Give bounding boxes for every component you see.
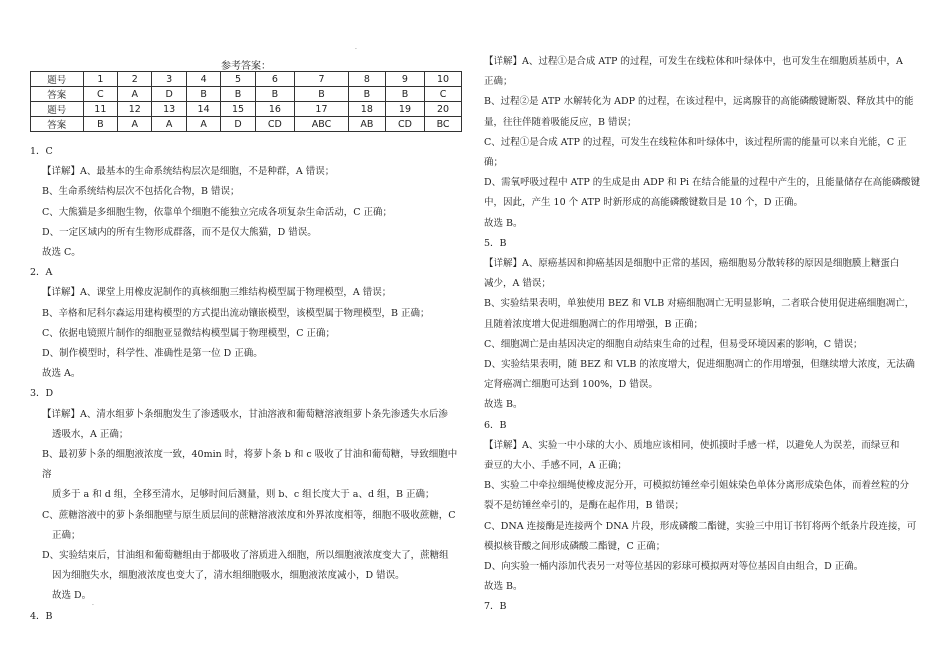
answer-cell: C xyxy=(425,87,462,102)
question-number: 3 xyxy=(152,72,186,87)
question-3-number: 3．D xyxy=(30,388,54,400)
answer-cell: B xyxy=(255,87,294,102)
q4-explanation-c: C、过程①是合成 ATP 的过程，可发生在线粒体和叶绿体中，该过程所需的能量可以来自光能，C 正确； xyxy=(484,136,907,169)
question-number: 18 xyxy=(348,102,385,117)
q4-explanation-b: B、过程②是 ATP 水解转化为 ADP 的过程，在该过程中，远离腺苷的高能磷酸键断裂、释放其中的能 xyxy=(484,96,914,108)
q1-explanation-a: 【详解】A、最基本的生命系统结构层次是细胞，不是种群，A 错误； xyxy=(42,166,335,178)
question-1-number: 1．C xyxy=(30,146,53,157)
answer-cell: BC xyxy=(425,117,462,132)
q4-explanation-a: 【详解】A、过程①是合成 ATP 的过程，可发生在线粒体和叶绿体中，也可发生在细胞质基质中，A xyxy=(484,56,903,67)
question-7-number: 7．B xyxy=(484,601,507,613)
q2-explanation-a: 【详解】A、课堂上用橡皮泥制作的真核细胞三维结构模型属于物理模型，A 错误； xyxy=(42,287,392,299)
q6-explanation-b: B、实验二中牵拉细绳使橡皮泥分开，可模拟纺锤丝牵引姐妹染色单体分离形成染色体，而着丝粒的分 xyxy=(484,480,909,492)
answer-cell: CD xyxy=(385,117,424,132)
q6-explanation-b-cont: 裂不是纺锤丝牵引的，是酶在起作用，B 错误； xyxy=(484,500,685,512)
row-label: 题号 xyxy=(31,102,84,117)
q5-explanation-a: 【详解】A、原癌基因和抑癌基因是细胞中正常的基因，癌细胞易分散转移的原因是细胞膜上糖蛋白 xyxy=(484,258,900,270)
decorative-dot: . xyxy=(92,600,94,607)
q5-explanation-d: D、实验结果表明，随 BEZ 和 VLB 的浓度增大，促进细胞凋亡的作用增强，但继续增大浓度，无法确 xyxy=(484,359,915,371)
answer-cell: ABC xyxy=(295,117,349,132)
q3-explanation-c: C、蔗糖溶液中的萝卜条细胞壁与原生质层间的蔗糖溶液浓度和外界浓度相等，细胞不吸收蔗糖，C xyxy=(42,509,456,521)
q5-explanation-a-cont: 减少，A 错误； xyxy=(484,278,551,290)
question-number: 15 xyxy=(221,102,255,117)
q5-conclusion: 故选 B。 xyxy=(484,399,523,411)
q4-explanation-b-cont: 量，往往伴随着吸能反应，B 错误； xyxy=(484,116,637,128)
question-number: 1 xyxy=(83,72,117,87)
q1-explanation-b: B、生命系统结构层次不包括化合物，B 错误； xyxy=(42,186,240,198)
q3-explanation-b: B、最初萝卜条的细胞液浓度一致，40min 时，将萝卜条 b 和 c 吸收了甘油和葡萄糖，导致细胞中溶 xyxy=(42,449,458,481)
question-5-number: 5．B xyxy=(484,237,507,249)
answer-table xyxy=(30,71,462,132)
answer-cell: B xyxy=(348,87,385,102)
decorative-dot: . xyxy=(355,44,357,51)
question-2-number: 2．A xyxy=(30,267,53,279)
q4-conclusion: 故选 B。 xyxy=(484,217,523,229)
question-row-1 xyxy=(31,72,462,87)
q3-explanation-d-cont: 因为细胞失水，细胞液浓度也变大了，清水组细胞吸水，细胞液浓度减小，D 错误。 xyxy=(52,570,405,582)
row-label: 答案 xyxy=(31,117,84,132)
q3-explanation-c-cont: 正确； xyxy=(52,529,81,541)
left-column-explanations xyxy=(30,142,462,627)
q3-explanation-b-cont: 质多于 a 和 d 组，全移至清水，足够时间后测量，则 b、c 组长度大于 a、d 组，B 正确； xyxy=(52,489,435,501)
answer-cell: AB xyxy=(348,117,385,132)
answer-cell: D xyxy=(221,117,255,132)
question-4-number: 4．B xyxy=(30,610,53,622)
question-number: 7 xyxy=(295,72,349,87)
question-number: 14 xyxy=(186,102,220,117)
q3-explanation-d: D、实验结束后，甘油组和葡萄糖组由于都吸收了溶质进入细胞，所以细胞液浓度变大了，蔗糖组 xyxy=(42,550,449,562)
question-number: 17 xyxy=(295,102,349,117)
q2-explanation-d: D、制作模型时，科学性、准确性是第一位 D 正确。 xyxy=(42,348,263,360)
question-number: 12 xyxy=(118,102,152,117)
q4-explanation-d: D、需氧呼吸过程中 ATP 的生成是由 ADP 和 Pi 在结合能量的过程中产生的，且能量储存在高能磷酸键 xyxy=(484,177,921,189)
q6-explanation-c: C、DNA 连接酶是连接两个 DNA 片段，形成磷酸二酯键，实验三中用订书钉将两个纸条片段连接，可 xyxy=(484,520,917,532)
question-number: 6 xyxy=(255,72,294,87)
answer-cell: B xyxy=(221,87,255,102)
answer-cell: A xyxy=(118,87,152,102)
question-row-2 xyxy=(31,102,462,117)
question-number: 11 xyxy=(83,102,117,117)
q4-explanation-a-cont: 正确； xyxy=(484,76,513,88)
right-column-explanations xyxy=(484,52,924,618)
question-number: 10 xyxy=(425,72,462,87)
q5-explanation-b: B、实验结果表明，单独使用 BEZ 和 VLB 对癌细胞凋亡无明显影响，二者联合使用促进癌细胞凋亡， xyxy=(484,298,915,310)
q3-conclusion: 故选 D。 xyxy=(52,590,92,602)
answer-cell: A xyxy=(118,117,152,132)
q2-explanation-b: B、辛格和尼科尔森运用建构模型的方式提出流动镶嵌模型，该模型属于物理模型，B 正确； xyxy=(42,307,430,319)
row-label: 答案 xyxy=(31,87,84,102)
q1-explanation-c: C、大熊猫是多细胞生物，依靠单个细胞不能独立完成各项复杂生命活动，C 正确； xyxy=(42,206,393,218)
question-number: 20 xyxy=(425,102,462,117)
answer-cell: B xyxy=(83,117,117,132)
q6-explanation-c-cont: 模拟核苷酸之间形成磷酸二酯键，C 正确； xyxy=(484,540,666,552)
q6-conclusion: 故选 B。 xyxy=(484,581,523,593)
q2-explanation-c: C、依据电镜照片制作的细胞亚显微结构模型属于物理模型，C 正确； xyxy=(42,327,336,339)
answer-key-title: 参考答案： xyxy=(221,61,271,72)
q3-explanation-a-cont: 透吸水，A 正确； xyxy=(52,428,129,440)
question-number: 4 xyxy=(186,72,220,87)
question-number: 5 xyxy=(221,72,255,87)
q6-explanation-d: D、向实验一桶内添加代表另一对等位基因的彩球可模拟两对等位基因自由组合，D 正确。 xyxy=(484,561,864,573)
q5-explanation-c: C、细胞凋亡是由基因决定的细胞自动结束生命的过程，但易受环境因素的影响，C 错误； xyxy=(484,338,863,350)
answer-row-2 xyxy=(31,117,462,132)
answer-cell: B xyxy=(186,87,220,102)
answer-cell: C xyxy=(83,87,117,102)
answer-cell: CD xyxy=(255,117,294,132)
q5-explanation-b-cont: 且随着浓度增大促进细胞凋亡的作用增强，B 正确； xyxy=(484,318,704,330)
q2-conclusion: 故选 A。 xyxy=(42,368,81,380)
question-6-number: 6．B xyxy=(484,419,507,431)
question-number: 2 xyxy=(118,72,152,87)
q4-explanation-d-cont: 中，因此，产生 10 个 ATP 时新形成的高能磷酸键数目是 10 个，D 正确。 xyxy=(484,197,804,209)
question-number: 16 xyxy=(255,102,294,117)
question-number: 13 xyxy=(152,102,186,117)
answer-cell: A xyxy=(186,117,220,132)
answer-cell: B xyxy=(295,87,349,102)
question-number: 9 xyxy=(385,72,424,87)
answer-cell: D xyxy=(152,87,186,102)
q5-explanation-d-cont: 定肾癌凋亡细胞可达到 100%，D 错误。 xyxy=(484,379,658,391)
q1-explanation-d: D、一定区域内的所有生物形成群落，而不是仅大熊猫，D 错误。 xyxy=(42,226,317,238)
answer-cell: B xyxy=(385,87,424,102)
answer-cell: A xyxy=(152,117,186,132)
answer-row-1 xyxy=(31,87,462,102)
q6-explanation-a: 【详解】A、实验一中小球的大小、质地应该相同，使抓摸时手感一样，以避免人为误差，而绿豆和 xyxy=(484,439,900,451)
q3-explanation-a: 【详解】A、清水组萝卜条细胞发生了渗透吸水，甘油溶液和葡萄糖溶液组萝卜条先渗透失水后渗 xyxy=(42,408,448,420)
question-number: 19 xyxy=(385,102,424,117)
question-number: 8 xyxy=(348,72,385,87)
row-label: 题号 xyxy=(31,72,84,87)
q6-explanation-a-cont: 蚕豆的大小、手感不同，A 正确； xyxy=(484,460,627,472)
q1-conclusion: 故选 C。 xyxy=(42,247,81,259)
